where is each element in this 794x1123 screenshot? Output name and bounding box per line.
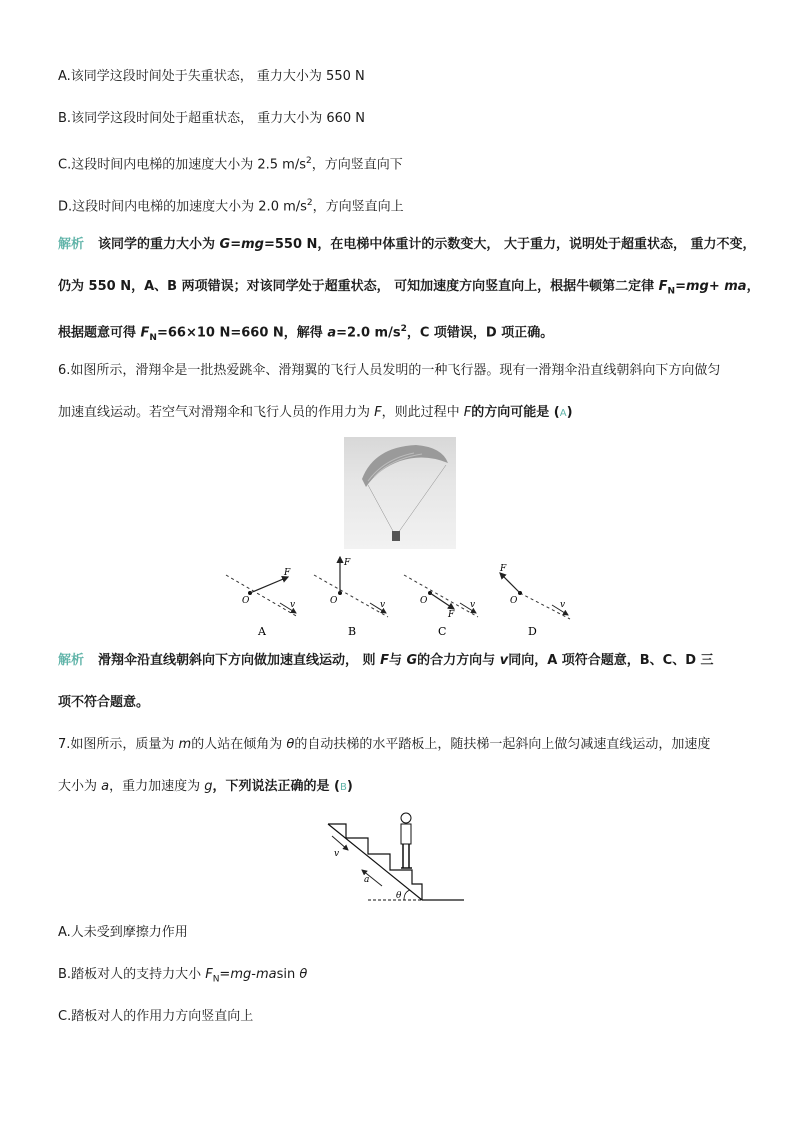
q6-stem-line-2: 加速直线运动。若空气对滑翔伞和飞行人员的作用力为 F，则此过程中 F的方向可能是 (A)	[58, 405, 573, 420]
q5-analysis-line-1: 解析 该同学的重力大小为 G=mg=550 N，在电梯中体重计的示数变大， 大于重力，说明处于超重状态， 重力不变，	[58, 237, 756, 252]
svg-text:O: O	[420, 596, 428, 606]
q6-analysis-line-2: 项不符合题意。	[58, 695, 150, 710]
diagram-b	[314, 557, 388, 638]
q5-option-a: A.该同学这段时间处于失重状态， 重力大小为 550 N	[58, 69, 365, 84]
svg-text:O: O	[330, 596, 338, 606]
label-b: B	[348, 625, 357, 638]
diagram-c	[404, 575, 478, 638]
svg-text:F: F	[500, 564, 507, 574]
paraglider-image	[344, 437, 456, 549]
person-figure	[401, 813, 412, 868]
q7-option-b: B.踏板对人的支持力大小 $F_N=mg$-masin θ	[58, 967, 308, 985]
svg-text:v: v	[334, 849, 340, 859]
label-d: D	[528, 625, 537, 638]
paraglider-photo	[344, 437, 456, 549]
q5-analysis-line-2: 仍为 550 N，A、B 两项错误；对该同学处于超重状态， 可知加速度方向竖直向上，根据牛顿第二定律 $F_N=mg+$ ma，	[58, 279, 760, 297]
analysis-tag: 解析	[58, 653, 85, 668]
escalator-diagram	[318, 808, 468, 904]
analysis-tag: 解析	[58, 237, 85, 252]
svg-text:v: v	[380, 600, 386, 610]
escalator-slope	[328, 824, 422, 900]
force-diagrams	[220, 555, 580, 645]
svg-text:F: F	[448, 610, 455, 620]
diagram-a	[226, 568, 298, 638]
svg-text:O: O	[510, 596, 518, 606]
svg-text:a: a	[364, 875, 370, 885]
q5-analysis-line-3: 根据题意可得 $F_N=66\times 10$ N=660 N，解得 a=2.0 $m/s^2$，C 项错误，D 项正确。	[58, 324, 554, 343]
q5-option-c: C.这段时间内电梯的加速度大小为 2.5 $m/s^2$，方向竖直向下	[58, 156, 403, 173]
svg-text:v: v	[470, 600, 476, 610]
svg-text:F: F	[284, 568, 291, 578]
q6-answer: A	[559, 408, 567, 419]
pilot	[392, 531, 400, 541]
q5-option-d: D.这段时间内电梯的加速度大小为 2.0 $m/s^2$，方向竖直向上	[58, 198, 404, 215]
q7-option-a: A.人未受到摩擦力作用	[58, 925, 188, 940]
q6-stem-line-1: 6.如图所示，滑翔伞是一批热爱跳伞、滑翔翼的飞行人员发明的一种飞行器。现有一滑翔伞沿直线朝斜向下方向做匀	[58, 363, 721, 378]
q6-analysis-line-1: 解析 滑翔伞沿直线朝斜向下方向做加速直线运动， 则 F与 G的合力方向与 v同向，A 项符合题意，B、C、D 三	[58, 653, 714, 668]
q7-answer: B	[339, 782, 347, 793]
svg-text:F: F	[344, 558, 351, 568]
q7-stem-line-2: 大小为 a，重力加速度为 g，下列说法正确的是 (B)	[58, 779, 353, 794]
label-c: C	[438, 625, 447, 638]
svg-text:v: v	[560, 600, 566, 610]
label-a: A	[258, 625, 266, 638]
svg-text:O: O	[242, 596, 250, 606]
svg-text:v: v	[290, 600, 296, 610]
q7-stem-line-1: 7.如图所示，质量为 m的人站在倾角为 θ的自动扶梯的水平踏板上，随扶梯一起斜向上做匀减速直线运动，加速度	[58, 737, 711, 752]
diagram-d	[499, 564, 570, 638]
q5-option-b: B.该同学这段时间处于超重状态， 重力大小为 660 N	[58, 111, 365, 126]
svg-text:θ: θ	[396, 891, 402, 901]
q7-option-c: C.踏板对人的作用力方向竖直向上	[58, 1009, 254, 1024]
